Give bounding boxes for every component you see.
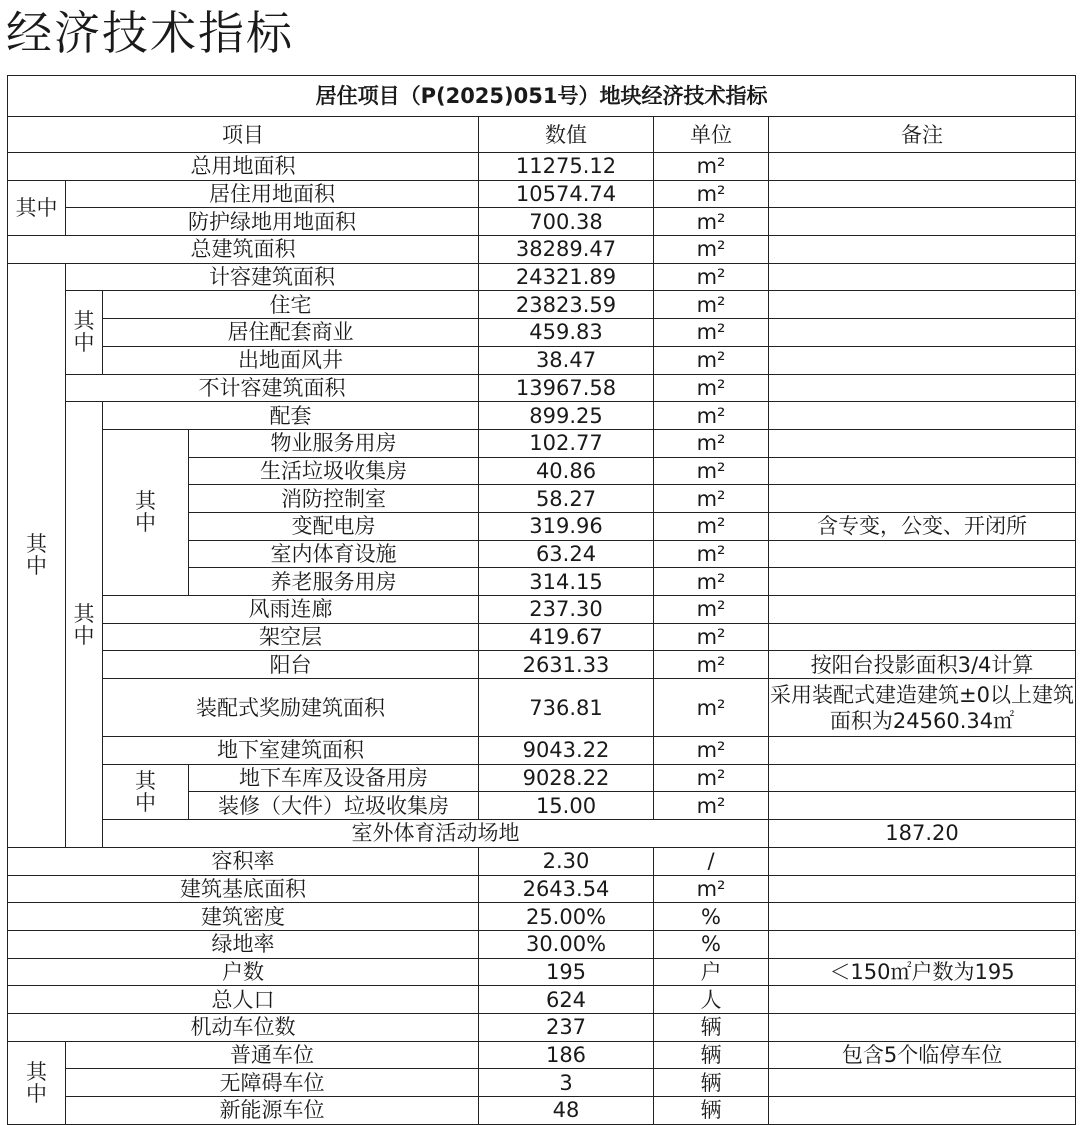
- value-cell: 30.00%: [479, 930, 654, 958]
- unit-cell: m²: [654, 875, 769, 903]
- item-cell: 总建筑面积: [8, 236, 479, 264]
- item-cell: 地下室建筑面积: [103, 737, 479, 765]
- table-row: [8, 679, 1076, 737]
- unit-cell: m²: [654, 291, 769, 319]
- table-row: [8, 958, 1076, 986]
- table-row: [8, 820, 1076, 848]
- item-cell: 室外体育活动场地: [103, 820, 769, 848]
- item-cell: 居住用地面积: [66, 180, 479, 208]
- note-cell: [769, 236, 1076, 264]
- item-cell: 装配式奖励建筑面积: [103, 679, 479, 737]
- value-cell: 700.38: [479, 208, 654, 236]
- table-row: [8, 263, 1076, 291]
- unit-cell: m²: [654, 374, 769, 402]
- unit-cell: m²: [654, 402, 769, 430]
- table-row: [8, 764, 1076, 792]
- note-cell: [769, 623, 1076, 651]
- value-cell: 24321.89: [479, 263, 654, 291]
- table-caption: 居住项目（P(2025)051号）地块经济技术指标: [8, 76, 1076, 117]
- value-cell: 40.86: [479, 457, 654, 485]
- value-cell: 9028.22: [479, 764, 654, 792]
- unit-cell: %: [654, 903, 769, 931]
- table-row: [8, 1069, 1076, 1097]
- note-cell: [769, 457, 1076, 485]
- table-row: [8, 986, 1076, 1014]
- group-label-vertical: 其 中: [66, 402, 103, 848]
- note-cell: [769, 374, 1076, 402]
- group-label-vertical: 其 中: [66, 291, 103, 374]
- unit-cell: 人: [654, 986, 769, 1014]
- value-cell: 195: [479, 958, 654, 986]
- unit-cell: 户: [654, 958, 769, 986]
- item-cell: 养老服务用房: [189, 568, 479, 596]
- value-cell: 624: [479, 986, 654, 1014]
- note-cell: [769, 737, 1076, 765]
- item-cell: 变配电房: [189, 512, 479, 540]
- note-cell: [769, 1069, 1076, 1097]
- group-label: 其中: [8, 180, 66, 235]
- unit-cell: m²: [654, 180, 769, 208]
- table-row: [8, 737, 1076, 765]
- value-cell: 25.00%: [479, 903, 654, 931]
- table-row: [8, 374, 1076, 402]
- note-cell: [769, 792, 1076, 820]
- unit-cell: 辆: [654, 1069, 769, 1097]
- note-cell: [769, 346, 1076, 374]
- item-cell: 装修（大件）垃圾收集房: [189, 792, 479, 820]
- unit-cell: m²: [654, 568, 769, 596]
- table-row: [8, 346, 1076, 374]
- indicator-table: [7, 75, 1076, 1125]
- item-cell: 绿地率: [8, 930, 479, 958]
- unit-cell: m²: [654, 319, 769, 347]
- table-row: [8, 236, 1076, 264]
- note-cell: [769, 263, 1076, 291]
- value-cell: 3: [479, 1069, 654, 1097]
- item-cell: 出地面风井: [103, 346, 479, 374]
- item-cell: 生活垃圾收集房: [189, 457, 479, 485]
- note-cell: 按阳台投影面积3/4计算: [769, 651, 1076, 679]
- table-row: [8, 1013, 1076, 1041]
- header-note: 备注: [769, 117, 1076, 153]
- note-cell: 包含5个临停车位: [769, 1041, 1076, 1069]
- value-cell: 899.25: [479, 402, 654, 430]
- item-cell: 室内体育设施: [189, 540, 479, 568]
- unit-cell: m²: [654, 737, 769, 765]
- note-cell: [769, 903, 1076, 931]
- unit-cell: m²: [654, 540, 769, 568]
- item-cell: 居住配套商业: [103, 319, 479, 347]
- unit-cell: m²: [654, 457, 769, 485]
- note-cell: [769, 1097, 1076, 1125]
- unit-cell: m²: [654, 679, 769, 737]
- value-cell: 58.27: [479, 485, 654, 513]
- note-cell: [769, 429, 1076, 457]
- value-cell: 319.96: [479, 512, 654, 540]
- item-cell: 计容建筑面积: [66, 263, 479, 291]
- unit-cell: m²: [654, 208, 769, 236]
- value-cell: 23823.59: [479, 291, 654, 319]
- item-cell: 配套: [103, 402, 479, 430]
- note-cell: 采用装配式建造建筑±0以上建筑面积为24560.34㎡: [769, 679, 1076, 737]
- item-cell: 新能源车位: [66, 1097, 479, 1125]
- value-cell: 38289.47: [479, 236, 654, 264]
- unit-cell: m²: [654, 485, 769, 513]
- table-row: [8, 208, 1076, 236]
- unit-cell: /: [654, 847, 769, 875]
- item-cell: 阳台: [103, 651, 479, 679]
- table-row: [8, 623, 1076, 651]
- note-cell: [769, 180, 1076, 208]
- value-cell: 419.67: [479, 623, 654, 651]
- item-cell: 消防控制室: [189, 485, 479, 513]
- note-cell: [769, 847, 1076, 875]
- item-cell: 建筑基底面积: [8, 875, 479, 903]
- item-cell: 防护绿地用地面积: [66, 208, 479, 236]
- note-cell: [769, 153, 1076, 181]
- item-cell: 无障碍车位: [66, 1069, 479, 1097]
- value-cell: 2631.33: [479, 651, 654, 679]
- value-cell: 459.83: [479, 319, 654, 347]
- value-cell: 15.00: [479, 792, 654, 820]
- unit-cell: 辆: [654, 1041, 769, 1069]
- item-cell: 建筑密度: [8, 903, 479, 931]
- value-cell: 13967.58: [479, 374, 654, 402]
- note-cell: [769, 568, 1076, 596]
- table-row: [8, 1041, 1076, 1069]
- table-row: [8, 180, 1076, 208]
- value-cell: 736.81: [479, 679, 654, 737]
- note-cell: [769, 208, 1076, 236]
- group-label-vertical: 其 中: [8, 263, 66, 847]
- header-value: 数值: [479, 117, 654, 153]
- value-cell: 237: [479, 1013, 654, 1041]
- value-cell: 38.47: [479, 346, 654, 374]
- value-cell: 9043.22: [479, 737, 654, 765]
- table-row: [8, 651, 1076, 679]
- group-label-vertical: 其 中: [8, 1041, 66, 1124]
- unit-cell: 辆: [654, 1013, 769, 1041]
- unit-cell: %: [654, 930, 769, 958]
- note-cell: [769, 1013, 1076, 1041]
- note-cell: [769, 540, 1076, 568]
- unit-cell: m²: [654, 764, 769, 792]
- item-cell: 物业服务用房: [189, 429, 479, 457]
- table-row: [8, 429, 1076, 457]
- note-cell: [769, 596, 1076, 624]
- item-cell: 不计容建筑面积: [66, 374, 479, 402]
- note-cell: [769, 930, 1076, 958]
- value-cell: 102.77: [479, 429, 654, 457]
- note-cell: [769, 402, 1076, 430]
- note-cell: [769, 986, 1076, 1014]
- unit-cell: m²: [654, 623, 769, 651]
- item-cell: 总用地面积: [8, 153, 479, 181]
- note-cell: [769, 875, 1076, 903]
- value-cell: 10574.74: [479, 180, 654, 208]
- note-cell: 含专变，公变、开闭所: [769, 512, 1076, 540]
- unit-cell: m²: [654, 153, 769, 181]
- note-cell: [769, 291, 1076, 319]
- table-row: [8, 596, 1076, 624]
- value-cell: 48: [479, 1097, 654, 1125]
- item-cell: 住宅: [103, 291, 479, 319]
- item-cell: 户数: [8, 958, 479, 986]
- unit-cell: m²: [654, 263, 769, 291]
- note-cell: ＜150㎡户数为195: [769, 958, 1076, 986]
- table-row: [8, 847, 1076, 875]
- item-cell: 机动车位数: [8, 1013, 479, 1041]
- table-row: [8, 402, 1076, 430]
- value-cell: 237.30: [479, 596, 654, 624]
- value-cell: 2.30: [479, 847, 654, 875]
- unit-cell: m²: [654, 346, 769, 374]
- page-title: 经济技术指标: [6, 6, 294, 60]
- unit-cell: m²: [654, 236, 769, 264]
- item-cell: 架空层: [103, 623, 479, 651]
- unit-cell: m²: [654, 596, 769, 624]
- table-row: [8, 930, 1076, 958]
- header-unit: 单位: [654, 117, 769, 153]
- header-item: 项目: [8, 117, 479, 153]
- value-cell: 63.24: [479, 540, 654, 568]
- table-row: [8, 319, 1076, 347]
- value-cell: 186: [479, 1041, 654, 1069]
- value-cell: 11275.12: [479, 153, 654, 181]
- unit-cell: m²: [654, 512, 769, 540]
- note-cell: [769, 485, 1076, 513]
- table-row: [8, 1097, 1076, 1125]
- unit-cell: m²: [654, 792, 769, 820]
- group-label-vertical: 其 中: [103, 764, 189, 819]
- value-cell: 2643.54: [479, 875, 654, 903]
- unit-cell: m²: [654, 429, 769, 457]
- value-cell: 187.20: [769, 820, 1076, 848]
- table-row: [8, 153, 1076, 181]
- note-cell: [769, 764, 1076, 792]
- note-cell: [769, 319, 1076, 347]
- item-cell: 地下车库及设备用房: [189, 764, 479, 792]
- item-cell: 总人口: [8, 986, 479, 1014]
- table-row: [8, 875, 1076, 903]
- unit-cell: 辆: [654, 1097, 769, 1125]
- item-cell: 风雨连廊: [103, 596, 479, 624]
- table-row: [8, 903, 1076, 931]
- value-cell: 314.15: [479, 568, 654, 596]
- item-cell: 普通车位: [66, 1041, 479, 1069]
- table-row: [8, 291, 1076, 319]
- group-label-vertical: 其 中: [103, 429, 189, 595]
- unit-cell: m²: [654, 651, 769, 679]
- item-cell: 容积率: [8, 847, 479, 875]
